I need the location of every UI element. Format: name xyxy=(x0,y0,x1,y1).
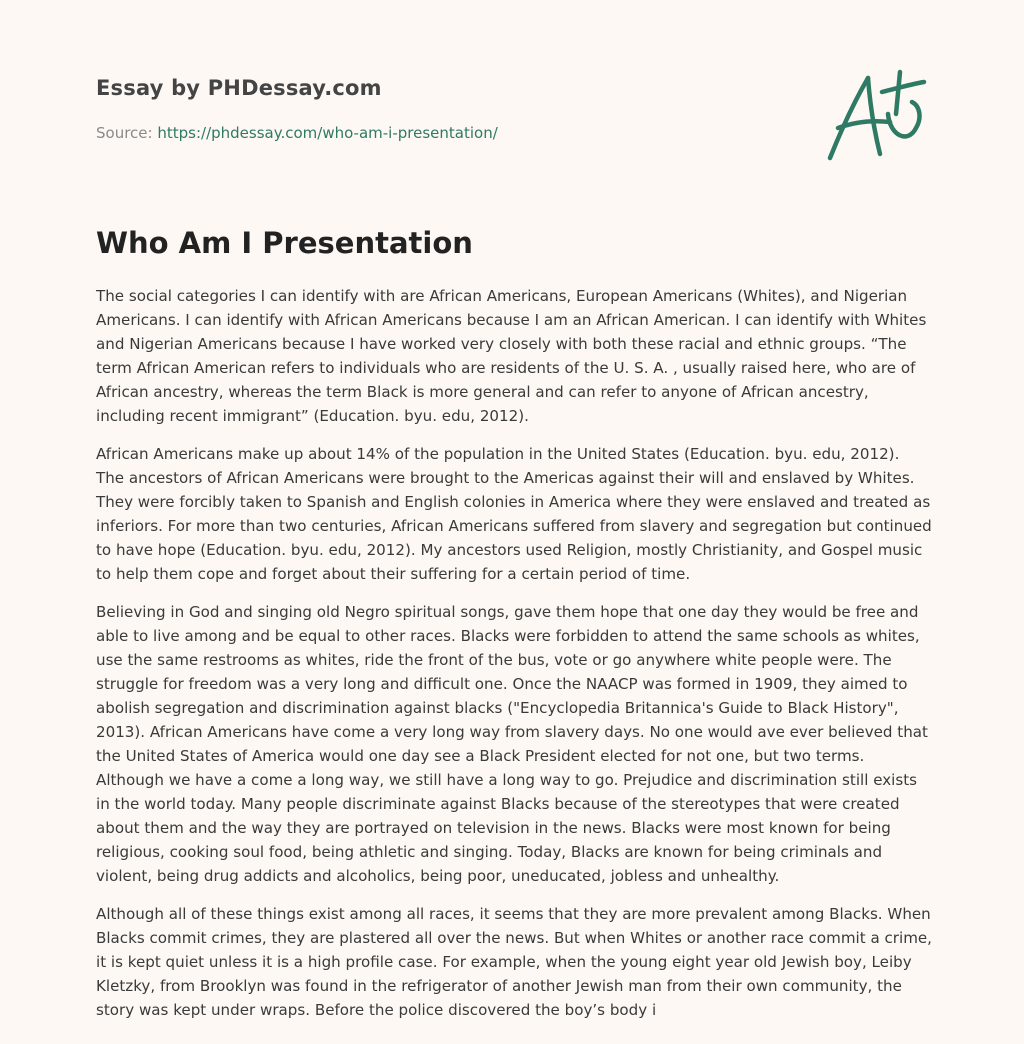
a-plus-logo-icon xyxy=(824,66,928,166)
essay-title: Who Am I Presentation xyxy=(96,226,473,260)
essay-body xyxy=(96,284,932,1036)
essay-paragraph-3: Believing in God and singing old Negro spiritual songs, gave them hope that one day they would be free and able to live among and be equal to other races. Blacks were forbidden to attend the same schools as whites, use the same restrooms as whites, ride the front of the bus, vote or go anywhere white people were. The struggle for freedom was a very long and difficult one. Once the NAACP was formed in 1909, they aimed to abolish segregation and discrimination against blacks ("Encyclopedia Britannica's Guide to Black History", 2013). African Americans have come a very long way from slavery days. No one would ave ever believed that the United States of America would one day see a Black President elected for not one, but two terms. Although we have a come a long way, we still have a long way to go. Prejudice and discrimination still exists in the world today. Many people discriminate against Blacks because of the stereotypes that were created about them and the way they are portrayed on television in the news. Blacks were most known for being religious, cooking soul food, being athletic and singing. Today, Blacks are known for being criminals and violent, being drug addicts and alcoholics, being poor, uneducated, jobless and unhealthy. xyxy=(96,603,928,885)
page-header xyxy=(96,76,926,166)
source-link[interactable]: https://phdessay.com/who-am-i-presentation/ xyxy=(157,124,498,142)
site-title: Essay by PHDessay.com xyxy=(96,76,382,100)
essay-paragraph-4: Although all of these things exist among all races, it seems that they are more prevalent among Blacks. When Blacks commit crimes, they are plastered all over the news. But when Whites or another race commit a crime, it is kept quiet unless it is a high profile case. For example, when the young eight year old Jewish boy, Leiby Kletzky, from Brooklyn was found in the refrigerator of another Jewish man from their own community, the story was kept under wraps. Before the police discovered the boy’s body i xyxy=(96,905,932,1019)
source-line xyxy=(96,124,498,142)
essay-paragraph-2: African Americans make up about 14% of the population in the United States (Education. byu. edu, 2012). The ancestors of African Americans were brought to the Americas against their will and enslaved by Whites. They were forcibly taken to Spanish and English colonies in America where they were enslaved and treated as inferiors. For more than two centuries, African Americans suffered from slavery and segregation but continued to have hope (Education. byu. edu, 2012). My ancestors used Religion, mostly Christianity, and Gospel music to help them cope and forget about their suffering for a certain period of time. xyxy=(96,445,932,583)
essay-paragraph-1: The social categories I can identify with are African Americans, European Americans (Whites), and Nigerian Americans. I can identify with African Americans because I am an African American. I can identify with Whites and Nigerian Americans because I have worked very closely with both these racial and ethnic groups. “The term African American refers to individuals who are residents of the U. S. A. , usually raised here, who are of African ancestry, whereas the term Black is more general and can refer to anyone of African ancestry, including recent immigrant” (Education. byu. edu, 2012). xyxy=(96,287,927,425)
source-label: Source: xyxy=(96,124,153,142)
